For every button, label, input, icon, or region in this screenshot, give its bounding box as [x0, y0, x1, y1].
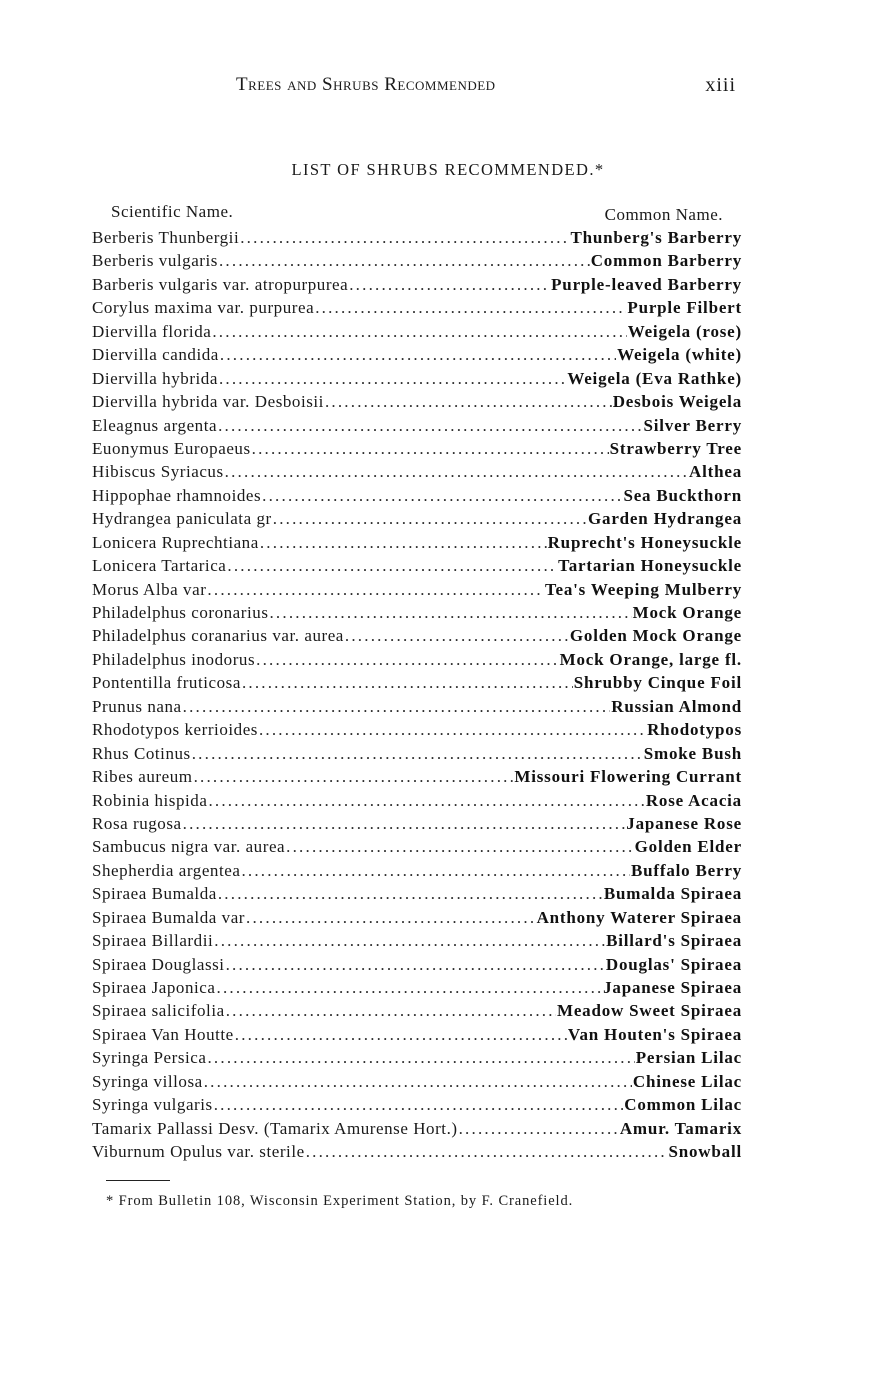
scientific-name: Diervilla florida — [92, 321, 212, 341]
dot-leader — [227, 556, 557, 576]
footnote: * From Bulletin 108, Wisconsin Experiment Station, by F. Cranefield. — [106, 1193, 574, 1209]
common-name: Mock Orange, large fl. — [559, 649, 742, 669]
common-name: Weigela (white) — [617, 345, 742, 365]
list-item — [92, 697, 742, 720]
list-item — [92, 322, 742, 345]
scientific-name: Spiraea Van Houtte — [92, 1024, 234, 1044]
scientific-name: Spiraea Douglassi — [92, 954, 225, 974]
list-item — [92, 580, 742, 603]
running-header — [236, 74, 740, 102]
list-item — [92, 275, 742, 298]
list-item — [92, 978, 742, 1001]
scientific-name: Corylus maxima var. purpurea — [92, 298, 315, 318]
list-item — [92, 791, 742, 814]
dot-leader — [207, 1048, 634, 1068]
scientific-name: Berberis Thunbergii — [92, 228, 240, 247]
list-item — [92, 486, 742, 509]
list-item — [92, 556, 742, 579]
list-item — [92, 439, 742, 462]
common-name: Van Houten's Spiraea — [567, 1024, 742, 1044]
common-name: Purple-leaved Barberry — [551, 274, 742, 294]
list-item — [92, 1072, 742, 1095]
dot-leader — [273, 509, 587, 529]
common-name: Rhodotypos — [647, 720, 742, 740]
scientific-name: Hippophae rhamnoides — [92, 485, 262, 505]
dot-leader — [219, 369, 566, 389]
common-name: Tea's Weeping Mulberry — [544, 579, 742, 599]
list-item — [92, 955, 742, 978]
dot-leader — [226, 1001, 556, 1021]
scientific-name: Rhodotypos kerrioides — [92, 720, 258, 740]
scientific-name: Spiraea Billardii — [92, 931, 214, 951]
scientific-name: Philadelphus coronarius — [92, 603, 269, 622]
dot-leader — [183, 814, 626, 834]
list-item — [92, 908, 742, 931]
scientific-name: Morus Alba var — [92, 579, 207, 599]
dot-leader — [325, 392, 612, 412]
scientific-name: Barberis vulgaris var. atropurpurea — [92, 274, 349, 294]
list-item — [92, 814, 742, 837]
dot-leader — [225, 462, 688, 482]
scientific-name: Pontentilla fruticosa — [92, 673, 241, 693]
dot-leader — [259, 720, 646, 740]
scientific-name: Philadelphus inodorus — [92, 649, 256, 669]
list-item — [92, 861, 742, 884]
list-item — [92, 1095, 742, 1118]
scientific-name: Sambucus nigra var. aurea — [92, 837, 286, 857]
dot-leader — [235, 1025, 567, 1045]
list-item — [92, 228, 742, 251]
scientific-name: Robinia hispida — [92, 790, 208, 810]
dot-leader — [208, 791, 644, 811]
common-name: Meadow Sweet Spiraea — [556, 1001, 742, 1021]
common-name: Tartarian Honeysuckle — [558, 556, 742, 576]
dot-leader — [220, 345, 616, 365]
common-name: Desbois Weigela — [612, 392, 742, 412]
common-name: Rose Acacia — [645, 790, 742, 810]
common-name: Common Barberry — [590, 251, 742, 271]
scientific-name: Spiraea Bumalda — [92, 884, 217, 904]
scientific-name: Spiraea salicifolia — [92, 1001, 225, 1021]
scientific-name: Rosa rugosa — [92, 813, 182, 833]
common-name: Bumalda Spiraea — [603, 884, 742, 904]
dot-leader — [262, 486, 622, 506]
common-name: Althea — [689, 462, 742, 482]
dot-leader — [260, 533, 547, 553]
scientific-name: Prunus nana — [92, 696, 182, 716]
footnote-divider — [106, 1180, 170, 1181]
list-item — [92, 650, 742, 673]
dot-leader — [212, 322, 626, 342]
dot-leader — [214, 931, 605, 951]
list-item — [92, 298, 742, 321]
dot-leader — [349, 275, 550, 295]
scientific-name: Rhus Cotinus — [92, 743, 191, 763]
list-item — [92, 744, 742, 767]
dot-leader — [286, 837, 634, 857]
scientific-name: Viburnum Opulus var. sterile — [92, 1142, 305, 1162]
common-name: Japanese Rose — [626, 813, 742, 833]
dot-leader — [218, 884, 603, 904]
scientific-name: Shepherdia argentea — [92, 860, 241, 880]
list-item — [92, 251, 742, 274]
list-item — [92, 1048, 742, 1071]
common-name: Douglas' Spiraea — [605, 954, 742, 974]
dot-leader — [219, 251, 590, 271]
common-name: Persian Lilac — [635, 1048, 742, 1068]
dot-leader — [207, 580, 544, 600]
list-item — [92, 416, 742, 439]
common-name: Japanese Spiraea — [603, 978, 742, 997]
list-item — [92, 720, 742, 743]
running-title: Trees and Shrubs Recommended — [236, 74, 496, 95]
list-item — [92, 1001, 742, 1024]
column-headers — [111, 202, 723, 226]
common-name: Garden Hydrangea — [588, 509, 742, 529]
dot-leader — [214, 1095, 624, 1115]
dot-leader — [194, 767, 514, 787]
common-name: Amur. Tamarix — [619, 1118, 742, 1138]
column-header-scientific: Scientific Name. — [111, 202, 234, 221]
scientific-name: Spiraea Bumalda var — [92, 907, 246, 927]
list-item — [92, 837, 742, 860]
dot-leader — [226, 955, 605, 975]
dot-leader — [218, 416, 642, 436]
scientific-name: Diervilla hybrida — [92, 368, 218, 388]
scientific-name: Syringa villosa — [92, 1071, 203, 1091]
common-name: Purple Filbert — [627, 298, 742, 318]
common-name: Weigela (rose) — [627, 321, 742, 341]
list-item — [92, 462, 742, 485]
dot-leader — [204, 1072, 632, 1092]
scientific-name: Spiraea Japonica — [92, 978, 216, 997]
list-item — [92, 392, 742, 415]
dot-leader — [459, 1119, 619, 1139]
scientific-name: Diervilla candida — [92, 345, 219, 365]
common-name: Sea Buckthorn — [623, 485, 742, 505]
list-item — [92, 533, 742, 556]
common-name: Golden Elder — [634, 837, 742, 857]
list-item — [92, 345, 742, 368]
list-title: LIST OF SHRUBS RECOMMENDED.* — [291, 160, 605, 179]
list-item — [92, 767, 742, 790]
shrub-list — [92, 228, 742, 1166]
dot-leader — [183, 697, 611, 717]
scientific-name: Ribes aureum — [92, 767, 193, 787]
common-name: Russian Almond — [611, 696, 742, 716]
list-item — [92, 603, 742, 626]
list-item — [92, 509, 742, 532]
page-number: xiii — [705, 74, 736, 96]
common-name: Silver Berry — [643, 415, 742, 435]
column-header-common: Common Name. — [604, 205, 723, 224]
scientific-name: Eleagnus argenta — [92, 415, 218, 435]
common-name: Anthony Waterer Spiraea — [536, 907, 742, 927]
common-name: Common Lilac — [624, 1095, 742, 1115]
common-name: Billard's Spiraea — [606, 931, 742, 951]
dot-leader — [242, 673, 573, 693]
scientific-name: Hydrangea paniculata gr — [92, 509, 272, 529]
common-name: Smoke Bush — [643, 743, 742, 763]
dot-leader — [252, 439, 609, 459]
common-name: Strawberry Tree — [609, 438, 742, 458]
dot-leader — [315, 298, 626, 318]
dot-leader — [240, 228, 569, 248]
scientific-name: Philadelphus coranarius var. aurea — [92, 626, 344, 646]
common-name: Missouri Flowering Currant — [514, 767, 742, 787]
list-item — [92, 1025, 742, 1048]
list-item — [92, 1142, 742, 1165]
list-item — [92, 884, 742, 907]
scientific-name: Syringa vulgaris — [92, 1095, 213, 1115]
scientific-name: Euonymus Europaeus — [92, 438, 251, 458]
dot-leader — [217, 978, 603, 998]
dot-leader — [345, 626, 569, 646]
dot-leader — [241, 861, 630, 881]
list-item — [92, 673, 742, 696]
common-name: Ruprecht's Honeysuckle — [547, 532, 742, 552]
scientific-name: Syringa Persica — [92, 1048, 207, 1068]
dot-leader — [269, 603, 631, 623]
common-name: Mock Orange — [632, 603, 742, 622]
dot-leader — [256, 650, 558, 670]
common-name: Thunberg's Barberry — [570, 228, 742, 247]
scientific-name: Diervilla hybrida var. Desboisii — [92, 392, 324, 412]
scientific-name: Tamarix Pallassi Desv. (Tamarix Amurense Hort.) — [92, 1118, 458, 1138]
dot-leader — [246, 908, 536, 928]
dot-leader — [306, 1142, 668, 1162]
scientific-name: Hibiscus Syriacus — [92, 462, 224, 482]
list-item — [92, 1119, 742, 1142]
scientific-name: Lonicera Ruprechtiana — [92, 532, 259, 552]
common-name: Snowball — [668, 1142, 742, 1162]
scientific-name: Berberis vulgaris — [92, 251, 218, 271]
common-name: Chinese Lilac — [632, 1071, 742, 1091]
common-name: Buffalo Berry — [631, 860, 742, 880]
common-name: Shrubby Cinque Foil — [573, 673, 742, 693]
scientific-name: Lonicera Tartarica — [92, 556, 227, 576]
list-item — [92, 626, 742, 649]
list-item — [92, 369, 742, 392]
list-item — [92, 931, 742, 954]
dot-leader — [192, 744, 643, 764]
common-name: Golden Mock Orange — [569, 626, 742, 646]
common-name: Weigela (Eva Rathke) — [567, 368, 742, 388]
